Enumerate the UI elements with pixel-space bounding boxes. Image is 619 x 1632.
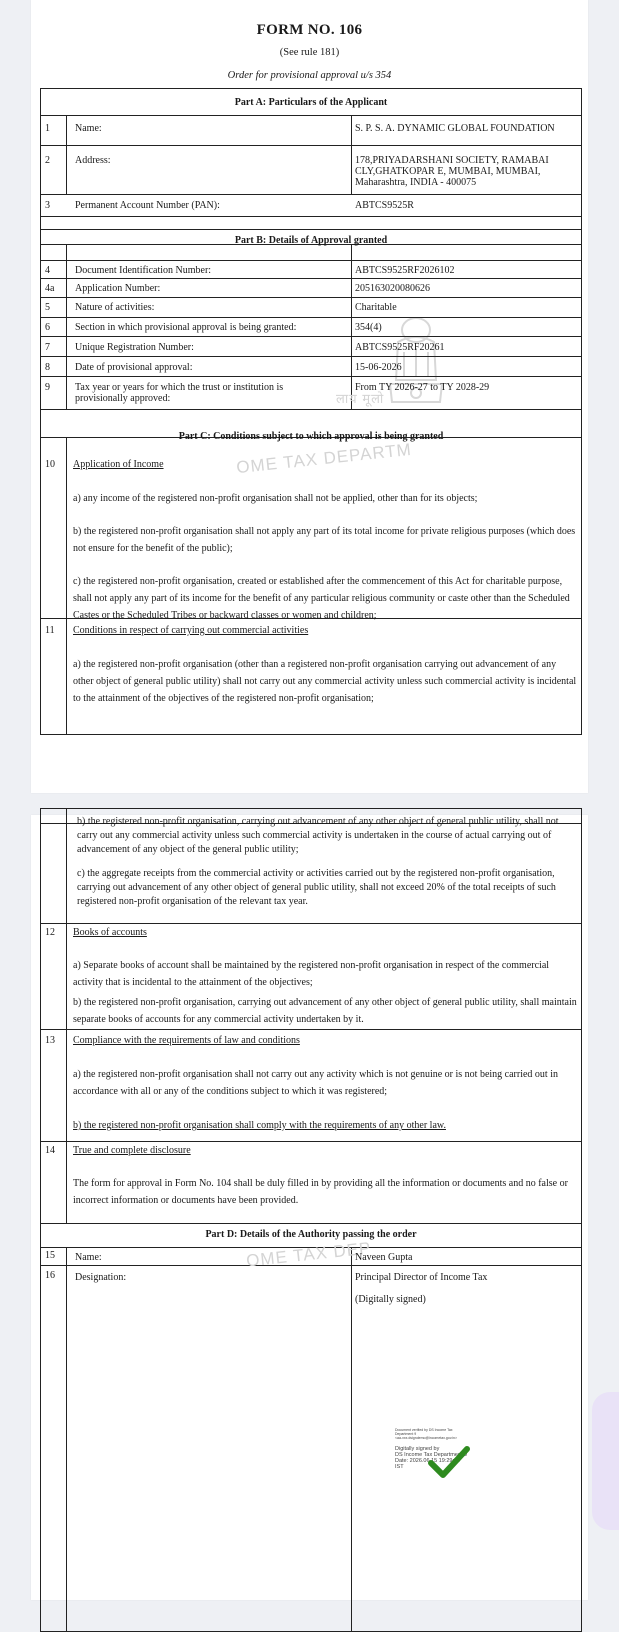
check-mark-icon (427, 1445, 471, 1479)
sig-ist-line: IST (395, 1464, 404, 1470)
nature-label: Nature of activities: (75, 302, 155, 313)
dept-watermark-2: OME TAX DEP (245, 1238, 373, 1271)
digitally-signed-note: (Digitally signed) (355, 1294, 426, 1305)
row-number: 2 (45, 155, 50, 166)
row-number: 8 (45, 362, 50, 373)
condition-12a: a) Separate books of account shall be maintained by the registered non-profit organisation in respect of the commercial activity that is incidental to the attainment of the objectives; (73, 960, 550, 988)
sig-dept-line: Department 9 (395, 1432, 417, 1436)
tax-year-label: Tax year or years for which the trust or institution is provisionally approved: (75, 382, 284, 404)
condition-10c: c) the registered non-profit organisation, created or established after the commencement of this Act for charitable purpose, shall not apply any part of its income for the benefit of any particular religious community or caste other than the Scheduled Castes or the Scheduled Tribes or backward classes or women and children; (73, 576, 570, 621)
part-a-heading: Part A: Particulars of the Applicant (234, 97, 388, 108)
row-number: 15 (45, 1250, 55, 1261)
row-number: 7 (45, 342, 50, 353)
application-number-label: Application Number: (75, 283, 161, 294)
designation-value: Principal Director of Income Tax (355, 1272, 488, 1283)
main-table-page2-body (40, 808, 582, 1632)
pan-value: ABTCS9525R (355, 200, 414, 211)
motto-watermark: लाय मूलो (336, 391, 385, 406)
condition-10b: b) the registered non-profit organisation shall not apply any part of its total income for private religious purposes (which does not ensure for the benefit of the public); (73, 526, 576, 554)
address-label: Address: (75, 155, 111, 166)
row-number: 1 (45, 123, 50, 134)
part-c-heading: Part C: Conditions subject to which approval is being granted (178, 431, 444, 442)
approval-date-value: 15-06-2026 (355, 362, 402, 373)
authority-name-label: Name: (75, 1252, 102, 1263)
books-of-accounts-title: Books of accounts (73, 927, 147, 938)
side-panel-tab[interactable] (592, 1392, 619, 1530)
sig-date-line: Date: 2026.06.15 19:29:59 (395, 1458, 461, 1464)
nature-value: Charitable (355, 302, 397, 313)
commercial-activities-title: Conditions in respect of carrying out commercial activities (73, 625, 309, 636)
document-id-label: Document Identification Number: (75, 265, 212, 276)
application-of-income-title: Application of Income (73, 459, 164, 470)
row-number: 10 (45, 459, 55, 470)
dept-watermark: OME TAX DEPARTM (235, 439, 413, 478)
compliance-title: Compliance with the requirements of law and conditions (73, 1035, 300, 1046)
pan-label: Permanent Account Number (PAN): (75, 200, 220, 211)
condition-12b: b) the registered non-profit organisation, carrying out advancement of any other object of general public utility, shall maintain separate books of accounts for any commercial activity undertaken by it. (73, 997, 577, 1025)
applicant-name-value: S. P. S. A. DYNAMIC GLOBAL FOUNDATION (355, 123, 555, 134)
main-table-page1 (40, 88, 582, 735)
form-rule: (See rule 181) (279, 47, 340, 58)
row-number: 11 (45, 625, 55, 636)
condition-13a: a) the registered non-profit organisation shall not carry out any activity which is not genuine or is not being carried out in accordance with all or any of the conditions subject to which it was registered; (73, 1069, 558, 1097)
address-value: 178,PRIYADARSHANI SOCIETY, RAMABAI CLY,GHATKOPAR E, MUMBAI, MUMBAI, Maharashtra, INDIA - 400075 (355, 155, 549, 188)
tax-year-value: From TY 2026-27 to TY 2028-29 (355, 382, 490, 393)
row-number: 4a (45, 283, 55, 294)
designation-label: Designation: (75, 1272, 127, 1283)
condition-11b: b) the registered non-profit organisation, carrying out advancement of any other object of general public utility, shall not carry out any commercial activity unless such commercial activity is undertaken in the course of actual carrying out of advancement of any object of the general public utility; (77, 816, 559, 855)
sig-verified-line: Document verified by DS Income Tax (395, 1428, 453, 1432)
condition-13b: b) the registered non-profit organisation shall comply with the requirements of any other law. (73, 1120, 446, 1131)
condition-11a: a) the registered non-profit organisation (other than a registered non-profit organisation carrying out advancement of any other object of general public utility) shall not carry out any commercial activity unless such commercial activity is incidental to the attainment of the objectives of the registered non-profit organisation; (73, 659, 577, 704)
row-number: 9 (45, 382, 50, 393)
condition-14: The form for approval in Form No. 104 shall be duly filled in by providing all the information or documents and no false or incorrect information or documents have been provided. (73, 1178, 568, 1206)
authority-name-value: Naveen Gupta (355, 1252, 413, 1263)
form-order: Order for provisional approval u/s 354 (227, 70, 392, 81)
document-page-1 (31, 0, 588, 793)
row-number: 4 (45, 265, 50, 276)
section-value: 354(4) (355, 322, 382, 333)
row-number: 3 (45, 200, 50, 211)
row-number: 13 (45, 1035, 55, 1046)
disclosure-title: True and complete disclosure (73, 1145, 191, 1156)
section-label: Section in which provisional approval is being granted: (75, 322, 297, 333)
urn-label: Unique Registration Number: (75, 342, 194, 353)
condition-11c: c) the aggregate receipts from the commercial activity or activities carried out by the registered non-profit organisation, carrying out advancement of any other object of general public utility, shall not exceed 20% of the total receipts of such registered non-profit organisation of the relevant tax year. (77, 868, 556, 907)
form-title: FORM NO. 106 (256, 22, 363, 38)
row-number: 14 (45, 1145, 55, 1156)
sig-ds-line: DS Income Tax Department 9 (395, 1452, 468, 1458)
condition-10a: a) any income of the registered non-profit organisation shall not be applied, other than for its objects; (73, 493, 478, 504)
row-number: 5 (45, 302, 50, 313)
document-id-value: ABTCS9525RF2026102 (355, 265, 455, 276)
row-number: 12 (45, 927, 55, 938)
approval-date-label: Date of provisional approval: (75, 362, 193, 373)
name-label: Name: (75, 123, 102, 134)
urn-value: ABTCS9525RF20261 (355, 342, 445, 353)
part-d-heading: Part D: Details of the Authority passing the order (205, 1229, 417, 1240)
row-number: 6 (45, 322, 50, 333)
row-number: 16 (45, 1270, 55, 1281)
sig-digitally-line: Digitally signed by (395, 1446, 440, 1452)
part-b-heading: Part B: Details of Approval granted (234, 235, 388, 246)
application-number-value: 205163020080626 (355, 283, 430, 294)
document-page-2 (31, 815, 588, 1600)
sig-email-line: <aa-xxx.dsigndemo@incometax.gov.in> (395, 1436, 458, 1440)
